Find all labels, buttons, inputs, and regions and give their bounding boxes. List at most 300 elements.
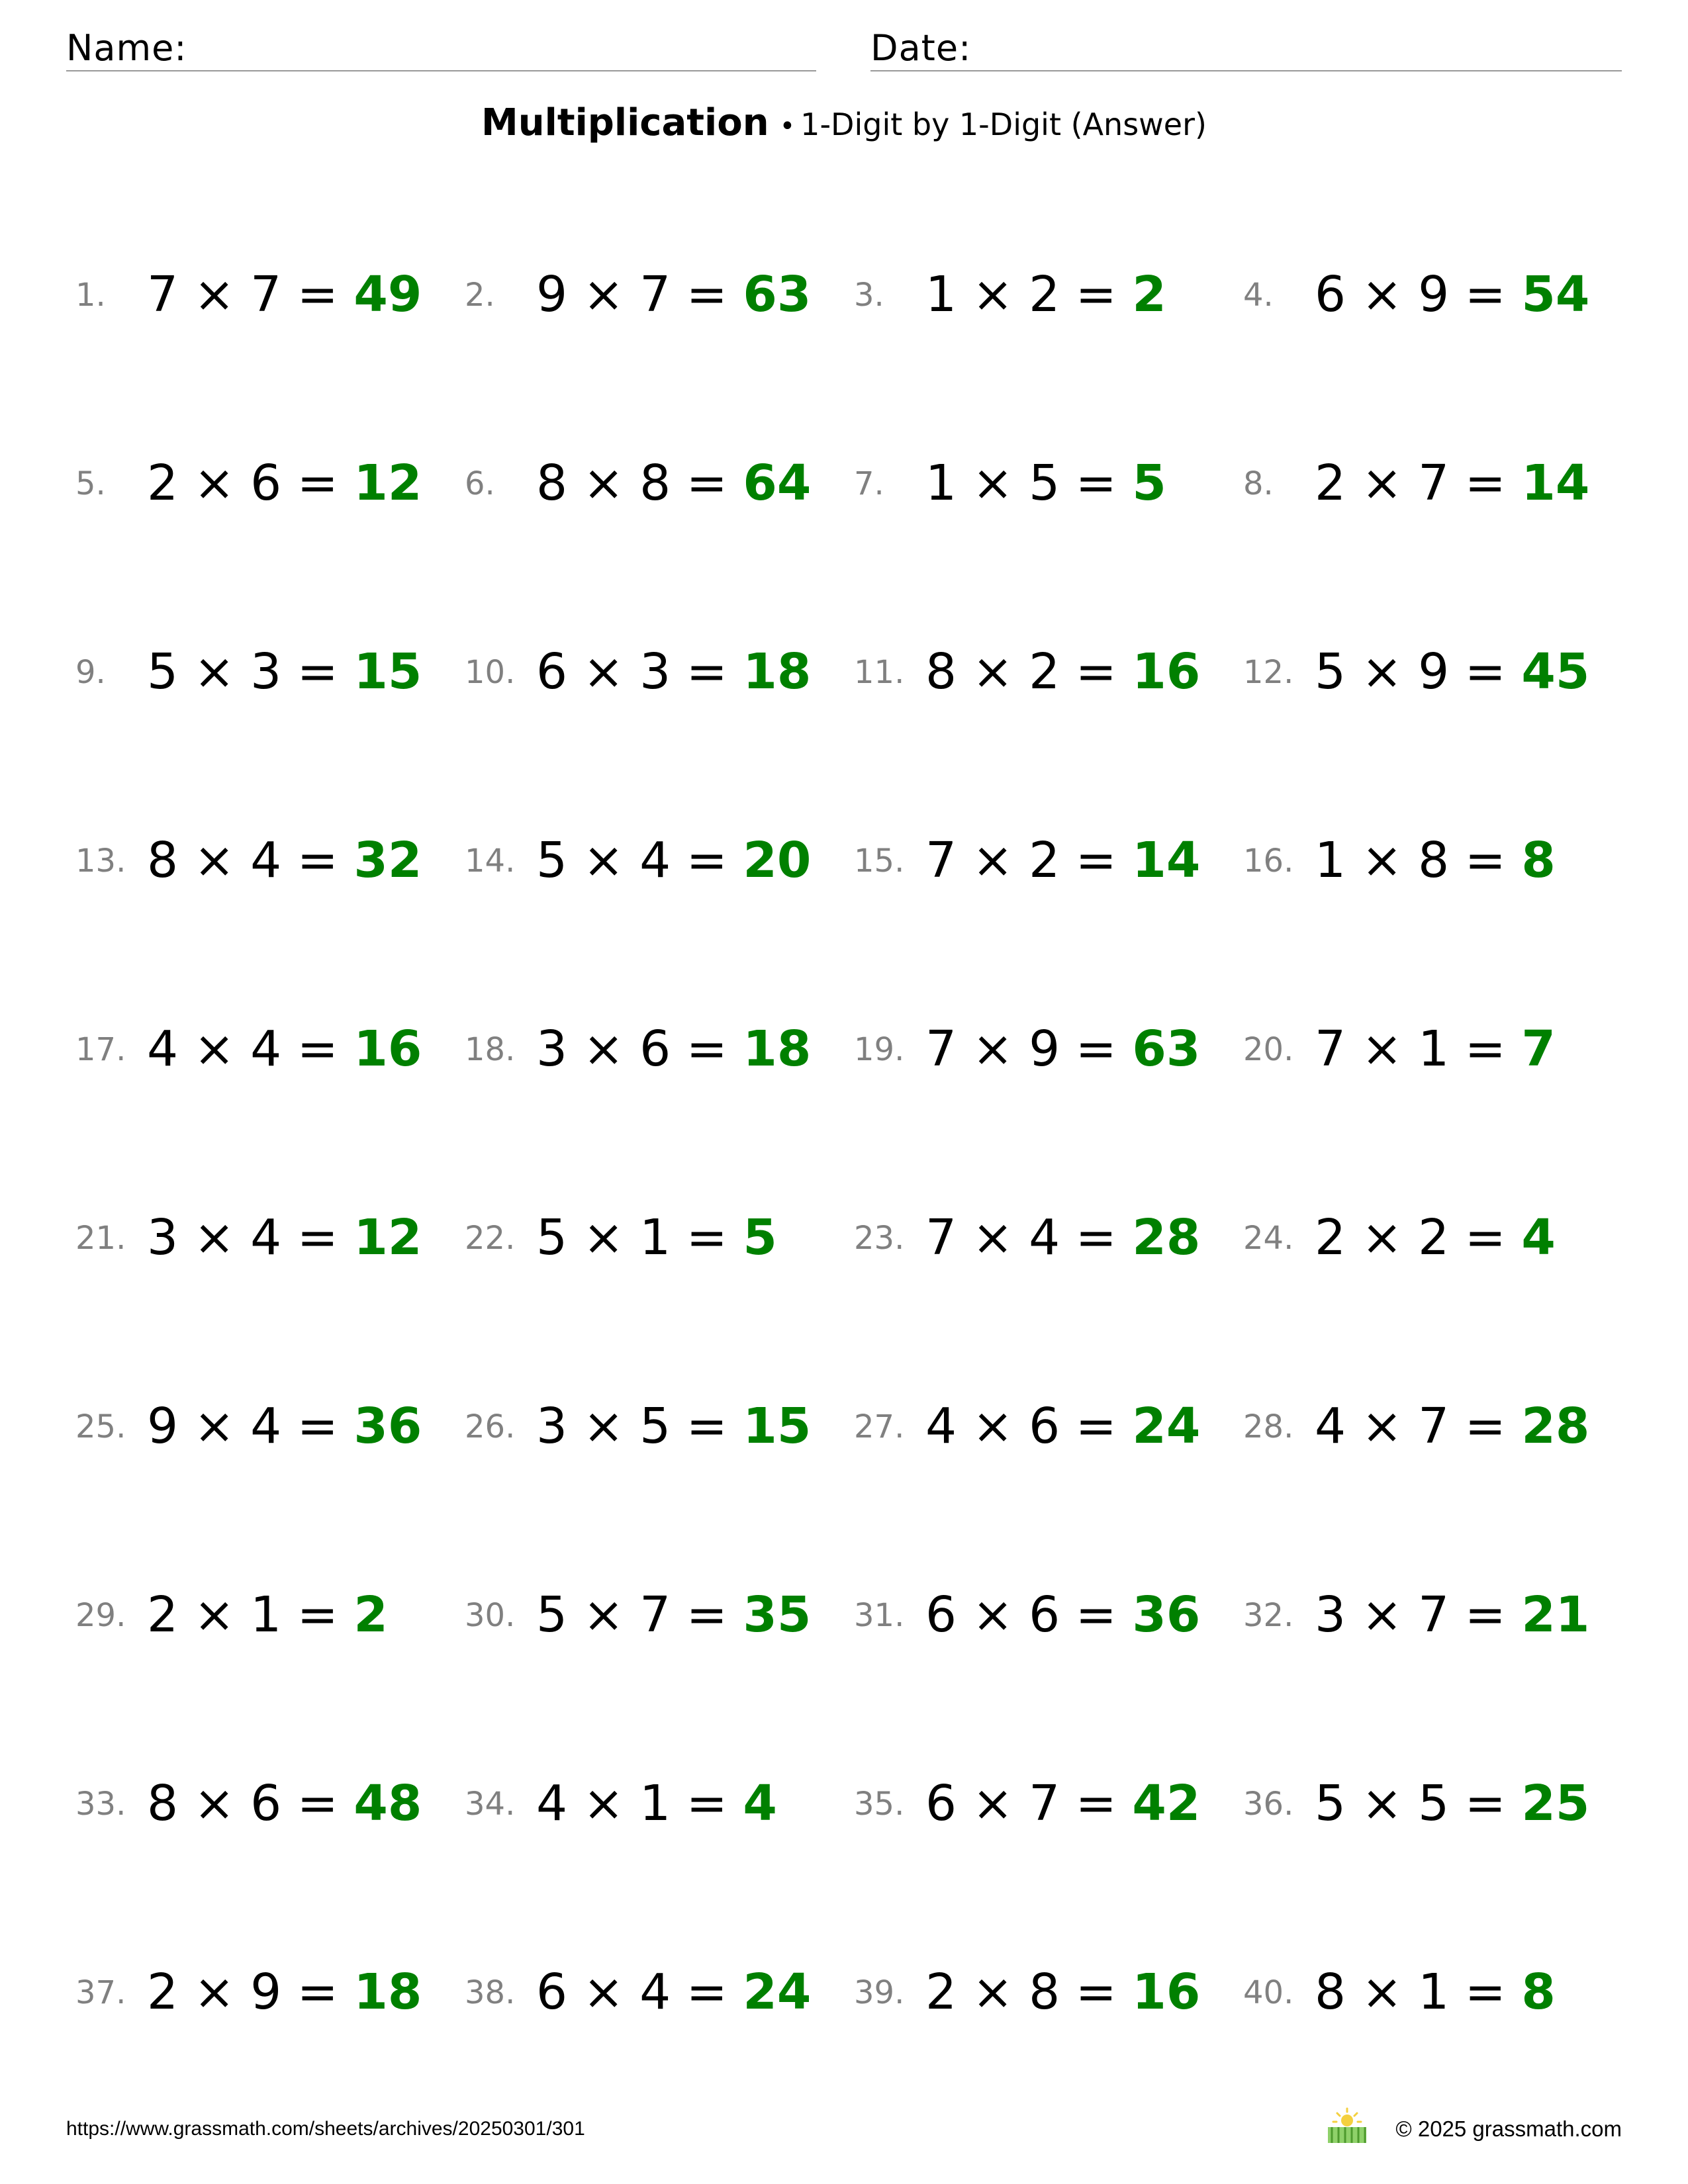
factor-b: 1 xyxy=(250,1586,282,1643)
problem-number: 20. xyxy=(1243,1031,1294,1068)
answer: 24 xyxy=(743,1964,812,2021)
answer: 42 xyxy=(1132,1775,1201,1832)
equals-sign: = xyxy=(1464,1398,1506,1455)
equals-sign: = xyxy=(297,455,338,512)
factor-a: 8 xyxy=(925,643,957,700)
problem-expression xyxy=(536,266,812,323)
footer-url: https://www.grassmath.com/sheets/archives/20250301/301 xyxy=(66,2118,585,2140)
problem-expression xyxy=(147,1964,422,2021)
problem-expression xyxy=(536,1586,812,1643)
name-field[interactable] xyxy=(66,25,816,71)
factor-b: 9 xyxy=(1418,266,1450,323)
factor-b: 3 xyxy=(250,643,282,700)
times-sign: × xyxy=(972,266,1013,323)
factor-a: 9 xyxy=(147,1398,179,1455)
problem-number: 22. xyxy=(465,1220,516,1257)
date-field[interactable] xyxy=(870,25,1622,71)
factor-a: 2 xyxy=(147,455,179,512)
problem-number: 40. xyxy=(1243,1974,1294,2011)
factor-a: 3 xyxy=(536,1021,568,1077)
problem-expression xyxy=(925,832,1201,889)
equals-sign: = xyxy=(1075,1398,1117,1455)
times-sign: × xyxy=(1361,1586,1403,1643)
factor-b: 7 xyxy=(1418,1398,1450,1455)
date-label: Date: xyxy=(870,27,972,69)
problem-expression xyxy=(147,1586,388,1643)
problem-item xyxy=(66,1774,437,1833)
factor-b: 2 xyxy=(1029,266,1060,323)
equals-sign: = xyxy=(297,643,338,700)
problem-expression xyxy=(536,1021,812,1077)
factor-a: 2 xyxy=(1315,1209,1346,1266)
factor-a: 4 xyxy=(925,1398,957,1455)
problem-number: 8. xyxy=(1243,465,1274,502)
equals-sign: = xyxy=(1464,455,1506,512)
problem-expression xyxy=(536,1398,812,1455)
equals-sign: = xyxy=(1464,1021,1506,1077)
answer: 49 xyxy=(353,266,422,323)
problem-number: 2. xyxy=(465,277,495,314)
factor-b: 6 xyxy=(639,1021,671,1077)
factor-b: 4 xyxy=(250,1209,282,1266)
equals-sign: = xyxy=(1075,832,1117,889)
answer: 36 xyxy=(353,1398,422,1455)
factor-b: 6 xyxy=(250,455,282,512)
problem-number: 34. xyxy=(465,1786,516,1823)
name-label: Name: xyxy=(66,27,187,69)
factor-b: 1 xyxy=(1418,1021,1450,1077)
problem-item xyxy=(845,1208,1215,1267)
problem-number: 10. xyxy=(465,654,516,691)
problem-item xyxy=(66,831,437,890)
problem-number: 32. xyxy=(1243,1597,1294,1634)
answer: 24 xyxy=(1132,1398,1201,1455)
problem-expression xyxy=(147,832,422,889)
factor-a: 5 xyxy=(1315,643,1346,700)
problem-item xyxy=(1234,831,1605,890)
factor-a: 1 xyxy=(925,266,957,323)
problem-expression xyxy=(1315,1586,1590,1643)
problem-number: 25. xyxy=(75,1408,126,1445)
problem-expression xyxy=(147,1209,422,1266)
problem-item xyxy=(455,642,826,702)
problem-expression xyxy=(147,1398,422,1455)
factor-a: 3 xyxy=(1315,1586,1346,1643)
factor-b: 1 xyxy=(639,1775,671,1832)
factor-a: 6 xyxy=(925,1775,957,1832)
equals-sign: = xyxy=(1075,455,1117,512)
problem-item xyxy=(66,1019,437,1079)
factor-b: 7 xyxy=(639,1586,671,1643)
problem-item xyxy=(455,265,826,324)
equals-sign: = xyxy=(297,266,338,323)
answer: 48 xyxy=(353,1775,422,1832)
factor-b: 6 xyxy=(250,1775,282,1832)
answer: 8 xyxy=(1521,1964,1556,2021)
times-sign: × xyxy=(1361,1775,1403,1832)
problem-item xyxy=(1234,1396,1605,1456)
problem-number: 21. xyxy=(75,1220,126,1257)
factor-a: 5 xyxy=(536,1586,568,1643)
times-sign: × xyxy=(583,266,624,323)
times-sign: × xyxy=(1361,832,1403,889)
problem-expression xyxy=(925,266,1166,323)
problem-item xyxy=(1234,1774,1605,1833)
factor-a: 5 xyxy=(147,643,179,700)
problem-item xyxy=(1234,265,1605,324)
problem-number: 26. xyxy=(465,1408,516,1445)
title-main: Multiplication xyxy=(481,101,769,144)
times-sign: × xyxy=(583,832,624,889)
times-sign: × xyxy=(972,1398,1013,1455)
title-subtitle: 1-Digit by 1-Digit (Answer) xyxy=(800,107,1207,142)
problem-item xyxy=(1234,1962,1605,2022)
equals-sign: = xyxy=(1075,1209,1117,1266)
factor-a: 5 xyxy=(536,1209,568,1266)
times-sign: × xyxy=(583,1398,624,1455)
problem-number: 12. xyxy=(1243,654,1294,691)
answer: 20 xyxy=(743,832,812,889)
times-sign: × xyxy=(1361,1209,1403,1266)
problem-number: 4. xyxy=(1243,277,1274,314)
equals-sign: = xyxy=(686,1021,727,1077)
problem-item xyxy=(455,831,826,890)
problem-expression xyxy=(925,1586,1201,1643)
problem-item xyxy=(455,1585,826,1645)
equals-sign: = xyxy=(686,1209,727,1266)
problem-item xyxy=(66,1208,437,1267)
problem-number: 35. xyxy=(854,1786,905,1823)
equals-sign: = xyxy=(297,1021,338,1077)
problem-number: 23. xyxy=(854,1220,905,1257)
problem-expression xyxy=(147,1021,422,1077)
problem-item xyxy=(66,265,437,324)
times-sign: × xyxy=(193,266,235,323)
problem-number: 9. xyxy=(75,654,106,691)
answer: 15 xyxy=(743,1398,812,1455)
factor-a: 7 xyxy=(1315,1021,1346,1077)
equals-sign: = xyxy=(297,832,338,889)
problem-number: 16. xyxy=(1243,842,1294,880)
factor-b: 5 xyxy=(639,1398,671,1455)
problem-item xyxy=(455,1019,826,1079)
problem-expression xyxy=(1315,643,1590,700)
factor-a: 8 xyxy=(1315,1964,1346,2021)
factor-b: 8 xyxy=(639,455,671,512)
problem-item xyxy=(1234,642,1605,702)
times-sign: × xyxy=(1361,266,1403,323)
equals-sign: = xyxy=(1075,1021,1117,1077)
problem-expression xyxy=(536,455,812,512)
times-sign: × xyxy=(972,1586,1013,1643)
problem-item xyxy=(845,1774,1215,1833)
problem-item xyxy=(1234,1019,1605,1079)
factor-b: 2 xyxy=(1418,1209,1450,1266)
problem-number: 24. xyxy=(1243,1220,1294,1257)
problem-number: 39. xyxy=(854,1974,905,2011)
times-sign: × xyxy=(972,455,1013,512)
problem-number: 38. xyxy=(465,1974,516,2011)
equals-sign: = xyxy=(686,1775,727,1832)
problem-item xyxy=(66,642,437,702)
problem-number: 7. xyxy=(854,465,884,502)
equals-sign: = xyxy=(1464,1209,1506,1266)
factor-a: 5 xyxy=(536,832,568,889)
factor-b: 7 xyxy=(250,266,282,323)
equals-sign: = xyxy=(686,1586,727,1643)
answer: 63 xyxy=(1132,1021,1201,1077)
title-separator: • xyxy=(779,111,796,142)
times-sign: × xyxy=(972,832,1013,889)
times-sign: × xyxy=(583,1586,624,1643)
problem-expression xyxy=(1315,455,1590,512)
times-sign: × xyxy=(972,643,1013,700)
problem-expression xyxy=(1315,1209,1556,1266)
answer: 21 xyxy=(1521,1586,1590,1643)
problem-number: 6. xyxy=(465,465,495,502)
factor-a: 6 xyxy=(536,1964,568,2021)
factor-b: 2 xyxy=(1029,832,1060,889)
times-sign: × xyxy=(1361,1964,1403,2021)
times-sign: × xyxy=(583,1964,624,2021)
equals-sign: = xyxy=(1464,643,1506,700)
factor-b: 4 xyxy=(639,832,671,889)
times-sign: × xyxy=(193,455,235,512)
equals-sign: = xyxy=(297,1586,338,1643)
times-sign: × xyxy=(193,1021,235,1077)
factor-a: 1 xyxy=(925,455,957,512)
factor-b: 8 xyxy=(1418,832,1450,889)
problem-number: 5. xyxy=(75,465,106,502)
problem-number: 1. xyxy=(75,277,106,314)
problem-item xyxy=(1234,453,1605,513)
answer: 63 xyxy=(743,266,812,323)
equals-sign: = xyxy=(1464,266,1506,323)
times-sign: × xyxy=(193,1586,235,1643)
times-sign: × xyxy=(193,1964,235,2021)
factor-b: 1 xyxy=(639,1209,671,1266)
problem-expression xyxy=(536,832,812,889)
factor-a: 8 xyxy=(536,455,568,512)
factor-a: 4 xyxy=(536,1775,568,1832)
factor-b: 9 xyxy=(250,1964,282,2021)
problem-number: 17. xyxy=(75,1031,126,1068)
problem-item xyxy=(845,453,1215,513)
problem-number: 14. xyxy=(465,842,516,880)
equals-sign: = xyxy=(1075,1964,1117,2021)
problem-item xyxy=(455,1774,826,1833)
equals-sign: = xyxy=(686,455,727,512)
equals-sign: = xyxy=(686,1398,727,1455)
times-sign: × xyxy=(193,1775,235,1832)
problem-number: 30. xyxy=(465,1597,516,1634)
times-sign: × xyxy=(583,1021,624,1077)
times-sign: × xyxy=(1361,1398,1403,1455)
problem-number: 33. xyxy=(75,1786,126,1823)
answer: 25 xyxy=(1521,1775,1590,1832)
times-sign: × xyxy=(972,1964,1013,2021)
problem-item xyxy=(66,453,437,513)
problem-expression xyxy=(925,1398,1201,1455)
problem-number: 29. xyxy=(75,1597,126,1634)
times-sign: × xyxy=(193,1398,235,1455)
problem-number: 15. xyxy=(854,842,905,880)
answer: 5 xyxy=(1132,455,1166,512)
factor-a: 8 xyxy=(147,832,179,889)
problem-expression xyxy=(1315,266,1590,323)
factor-a: 5 xyxy=(1315,1775,1346,1832)
problem-item xyxy=(1234,1208,1605,1267)
factor-b: 4 xyxy=(250,832,282,889)
answer: 36 xyxy=(1132,1586,1201,1643)
equals-sign: = xyxy=(1075,1775,1117,1832)
factor-a: 6 xyxy=(925,1586,957,1643)
factor-a: 7 xyxy=(925,1209,957,1266)
factor-a: 3 xyxy=(147,1209,179,1266)
answer: 54 xyxy=(1521,266,1590,323)
problem-number: 13. xyxy=(75,842,126,880)
factor-b: 7 xyxy=(639,266,671,323)
answer: 32 xyxy=(353,832,422,889)
times-sign: × xyxy=(193,832,235,889)
factor-a: 8 xyxy=(147,1775,179,1832)
equals-sign: = xyxy=(1464,1586,1506,1643)
equals-sign: = xyxy=(686,1964,727,2021)
answer: 12 xyxy=(353,455,422,512)
factor-b: 5 xyxy=(1029,455,1060,512)
equals-sign: = xyxy=(1464,1964,1506,2021)
equals-sign: = xyxy=(1075,1586,1117,1643)
problem-item xyxy=(845,1585,1215,1645)
equals-sign: = xyxy=(1075,643,1117,700)
answer: 5 xyxy=(743,1209,777,1266)
problem-expression xyxy=(536,1964,812,2021)
factor-a: 7 xyxy=(925,832,957,889)
problem-expression xyxy=(147,266,422,323)
answer: 14 xyxy=(1521,455,1590,512)
answer: 14 xyxy=(1132,832,1201,889)
problem-expression xyxy=(536,1775,777,1832)
answer: 8 xyxy=(1521,832,1556,889)
factor-b: 9 xyxy=(1029,1021,1060,1077)
factor-a: 2 xyxy=(1315,455,1346,512)
factor-a: 1 xyxy=(1315,832,1346,889)
factor-b: 7 xyxy=(1418,1586,1450,1643)
equals-sign: = xyxy=(297,1775,338,1832)
problem-number: 19. xyxy=(854,1031,905,1068)
problem-item xyxy=(455,1396,826,1456)
factor-a: 9 xyxy=(536,266,568,323)
equals-sign: = xyxy=(686,832,727,889)
times-sign: × xyxy=(583,455,624,512)
times-sign: × xyxy=(583,643,624,700)
problem-expression xyxy=(925,1209,1201,1266)
problem-item xyxy=(66,1962,437,2022)
answer: 18 xyxy=(353,1964,422,2021)
problem-number: 27. xyxy=(854,1408,905,1445)
factor-b: 5 xyxy=(1418,1775,1450,1832)
worksheet-title xyxy=(0,101,1688,144)
times-sign: × xyxy=(1361,1021,1403,1077)
problem-expression xyxy=(925,643,1201,700)
answer: 4 xyxy=(743,1775,777,1832)
problem-expression xyxy=(1315,1775,1590,1832)
problem-item xyxy=(455,453,826,513)
problem-item xyxy=(845,1962,1215,2022)
factor-b: 7 xyxy=(1029,1775,1060,1832)
times-sign: × xyxy=(583,1209,624,1266)
problem-item xyxy=(845,1396,1215,1456)
answer: 16 xyxy=(1132,1964,1201,2021)
problem-expression xyxy=(147,643,422,700)
factor-a: 2 xyxy=(147,1586,179,1643)
factor-b: 6 xyxy=(1029,1398,1060,1455)
problem-number: 28. xyxy=(1243,1408,1294,1445)
equals-sign: = xyxy=(297,1398,338,1455)
equals-sign: = xyxy=(686,643,727,700)
equals-sign: = xyxy=(1464,1775,1506,1832)
equals-sign: = xyxy=(297,1964,338,2021)
problem-expression xyxy=(925,1775,1201,1832)
factor-a: 6 xyxy=(1315,266,1346,323)
answer: 35 xyxy=(743,1586,812,1643)
problem-expression xyxy=(925,455,1166,512)
answer: 18 xyxy=(743,643,812,700)
times-sign: × xyxy=(583,1775,624,1832)
factor-b: 1 xyxy=(1418,1964,1450,2021)
problem-item xyxy=(66,1585,437,1645)
problem-item xyxy=(1234,1585,1605,1645)
answer: 45 xyxy=(1521,643,1590,700)
times-sign: × xyxy=(1361,643,1403,700)
equals-sign: = xyxy=(686,266,727,323)
factor-b: 3 xyxy=(639,643,671,700)
problem-expression xyxy=(1315,1398,1590,1455)
times-sign: × xyxy=(193,643,235,700)
problem-number: 37. xyxy=(75,1974,126,2011)
problem-expression xyxy=(147,455,422,512)
problem-expression xyxy=(1315,832,1556,889)
answer: 16 xyxy=(353,1021,422,1077)
times-sign: × xyxy=(972,1775,1013,1832)
problem-number: 3. xyxy=(854,277,884,314)
answer: 7 xyxy=(1521,1021,1556,1077)
footer-copyright: © 2025 grassmath.com xyxy=(1395,2116,1622,2141)
answer: 28 xyxy=(1132,1209,1201,1266)
times-sign: × xyxy=(1361,455,1403,512)
answer: 2 xyxy=(1132,266,1166,323)
times-sign: × xyxy=(972,1021,1013,1077)
problem-expression xyxy=(536,643,812,700)
answer: 12 xyxy=(353,1209,422,1266)
factor-a: 7 xyxy=(147,266,179,323)
factor-b: 4 xyxy=(250,1398,282,1455)
problem-item xyxy=(455,1208,826,1267)
problem-item xyxy=(455,1962,826,2022)
answer: 15 xyxy=(353,643,422,700)
times-sign: × xyxy=(193,1209,235,1266)
factor-a: 3 xyxy=(536,1398,568,1455)
factor-b: 9 xyxy=(1418,643,1450,700)
answer: 16 xyxy=(1132,643,1201,700)
problem-item xyxy=(66,1396,437,1456)
factor-a: 4 xyxy=(1315,1398,1346,1455)
factor-a: 6 xyxy=(536,643,568,700)
factor-b: 4 xyxy=(639,1964,671,2021)
answer: 18 xyxy=(743,1021,812,1077)
grass-sun-icon xyxy=(1324,2105,1370,2144)
problem-number: 31. xyxy=(854,1597,905,1634)
